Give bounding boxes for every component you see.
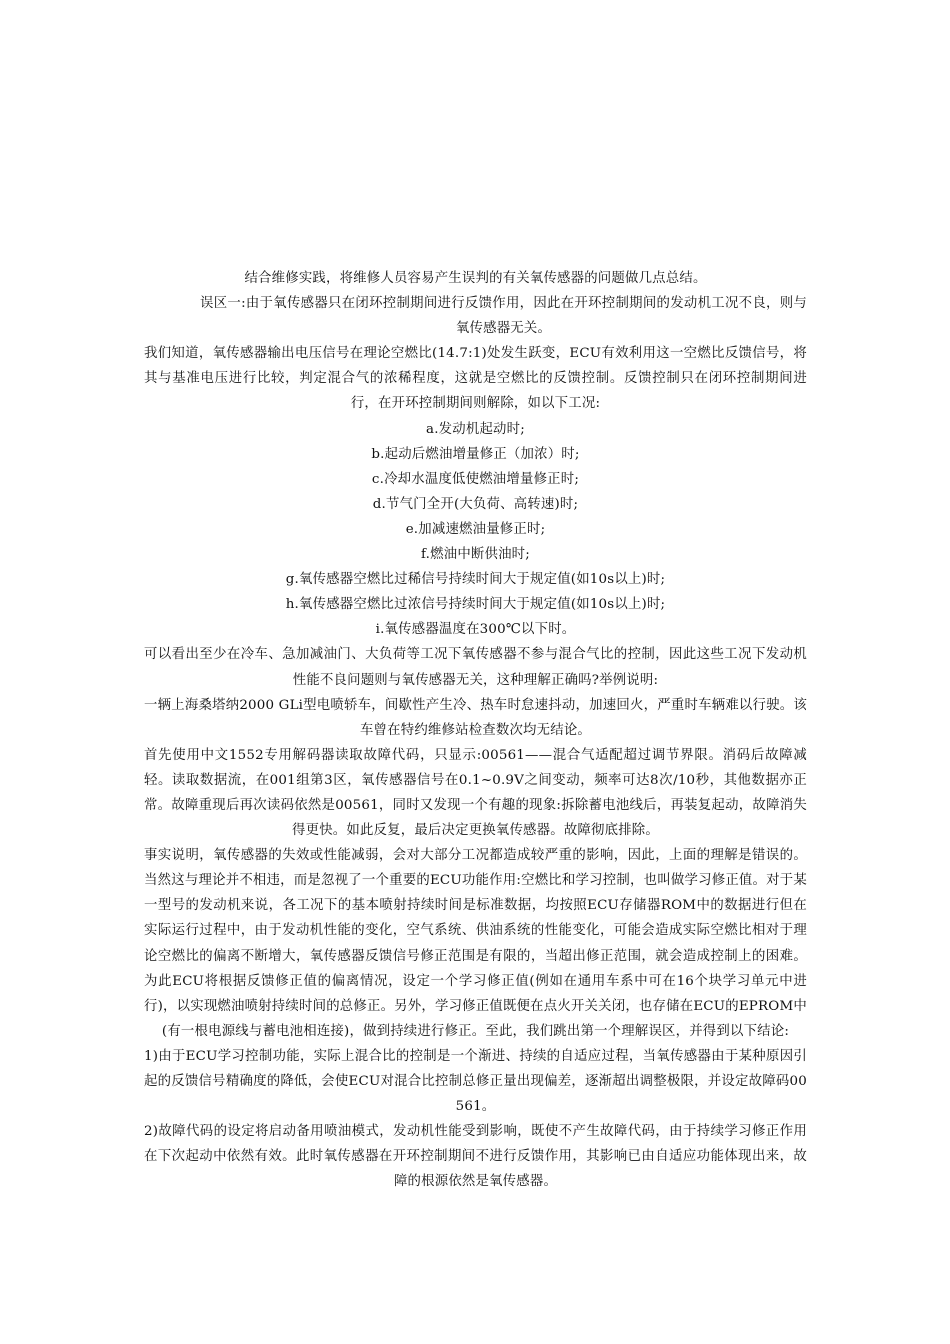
condition-item-g: g.氧传感器空燃比过稀信号持续时间大于规定值(如10s以上)时; (285, 572, 666, 588)
conclusion-item-1: 1)由于ECU学习控制功能，实际上混合比的控制是一个渐进、持续的自适应过程，当氧传感器由于某种原因引起的反馈信号精确度的降低，会使ECU对混合比控制总修正量出现偏差，逐渐超出调整极限，并设定故障码00561。 (144, 1048, 807, 1115)
explanation-paragraph: 事实说明，氧传感器的失效或性能减弱，会对大部分工况都造成较严重的影响，因此，上面的理解是错误的。当然这与理论并不相违，而是忽视了一个重要的ECU功能作用:空燃比和学习控制，也叫做学习修正值。对于某一型号的发动机来说，各工况下的基本喷射持续时间是标准数据，均按照ECU存储器ROM中的数据进行但在实际运行过程中，由于发动机性能的变化，空气系统、供油系统的性能变化，可能会造成实际空燃比相对于理论空燃比的偏离不断增大，氧传感器反馈信号修正范围是有限的，当超出修正范围，就会造成控制上的困难。为此ECU将根据反馈修正值的偏离情况，设定一个学习修正值(例如在通用车系中可在16个块学习单元中进行)，以实现燃油喷射持续时间的总修正。另外，学习修正值既便在点火开关关闭，也存储在ECU的EPROM中(有一根电源线与蓄电池相连接)，做到持续进行修正。至此，我们跳出第一个理解误区，并得到以下结论: (144, 848, 807, 1039)
condition-item-d: d.节气门全开(大负荷、高转速)时; (372, 496, 579, 512)
misconception-one-heading: 误区一:由于氧传感器只在闭环控制期间进行反馈作用，因此在开环控制期间的发动机工况不良，则与氧传感器无关。 (200, 296, 807, 337)
document-body (144, 266, 807, 1194)
diagnosis-paragraph: 首先使用中文1552专用解码器读取故障代码，只显示:00561——混合气适配超过调节界限。消码后故障减轻。读取数据流，在001组第3区，氧传感器信号在0.1~0.9V之间变动，频率可达8次/10秒，其他数据亦正常。故障重现后再次读码依然是00561，同时又发现一个有趣的现象:拆除蓄电池线后，再装复起动，故障消失得更快。如此反复，最后决定更换氧传感器。故障彻底排除。 (144, 747, 807, 839)
condition-item-f: f.燃油中断供油时; (421, 547, 530, 563)
conclusion-item-2: 2)故障代码的设定将启动备用喷油模式，发动机性能受到影响，既使不产生故障代码，由于持续学习修正作用在下次起动中依然有效。此时氧传感器在开环控制期间不进行反馈作用，其影响已由自适应功能体现出来，故障的根源依然是氧传感器。 (144, 1124, 807, 1190)
condition-item-h: h.氧传感器空燃比过浓信号持续时间大于规定值(如10s以上)时; (285, 597, 666, 613)
condition-item-c: c.冷却水温度低使燃油增量修正时; (371, 471, 580, 487)
intro-paragraph: 结合维修实践，将维修人员容易产生误判的有关氧传感器的问题做几点总结。 (244, 271, 707, 286)
condition-item-i: i.氧传感器温度在300℃以下时。 (375, 622, 576, 638)
feedback-control-paragraph: 我们知道，氧传感器输出电压信号在理论空燃比(14.7:1)处发生跃变，ECU有效利用这一空燃比反馈信号，将其与基准电压进行比较，判定混合气的浓稀程度，这就是空燃比的反馈控制。反馈控制只在闭环控制期间进行，在开环控制期间则解除，如以下工况: (144, 346, 807, 412)
question-paragraph: 可以看出至少在冷车、急加减油门、大负荷等工况下氧传感器不参与混合气比的控制，因此这些工况下发动机性能不良问题则与氧传感器无关，这种理解正确吗?举例说明: (144, 647, 807, 688)
condition-item-b: b.起动后燃油增量修正（加浓）时; (371, 446, 580, 462)
condition-item-e: e.加减速燃油量修正时; (405, 521, 546, 537)
case-description-paragraph: 一辆上海桑塔纳2000 GLi型电喷轿车，间歇性产生冷、热车时怠速抖动，加速回火，严重时车辆难以行驶。该车曾在特约维修站检查数次均无结论。 (144, 697, 807, 738)
condition-item-a: a.发动机起动时; (426, 421, 525, 437)
